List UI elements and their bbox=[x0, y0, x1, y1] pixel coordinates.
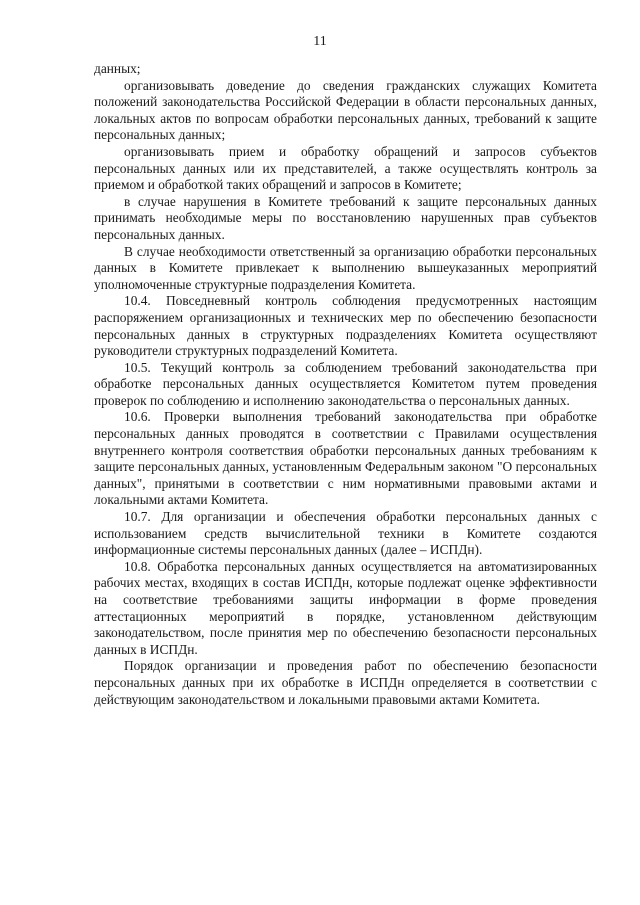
paragraph-handle-requests: организовывать прием и обработку обращений и запросов субъектов персональных данных или их представителей, а также осуществлять контроль за приемом и обработкой таких обращений и запросов в Комитете; bbox=[94, 143, 597, 193]
paragraph-10-8: 10.8. Обработка персональных данных осуществляется на автоматизированных рабочих местах, входящих в состав ИСПДн, которые подлежат оценке эффективности на соответствие требованиями защиты информации в форме проведения аттестационных мероприятий в порядке, установленном действующим законодательством, после принятия мер по обеспечению безопасности персональных данных в ИСПДн. bbox=[94, 558, 597, 657]
paragraph-violation-measures: в случае нарушения в Комитете требований к защите персональных данных принимать необходимые меры по восстановлению нарушенных прав субъектов персональных данных. bbox=[94, 193, 597, 242]
paragraph-10-6: 10.6. Проверки выполнения требований законодательства при обработке персональных данных проводятся в соответствии с Правилами осуществления внутреннего контроля соответствия обработки персональных данных требованиям к защите персональных данных, установленным Федеральным законом "О персональных данных", принятыми в соответствии с ним нормативными правовыми актами и локальными актами Комитета. bbox=[94, 409, 597, 508]
document-body bbox=[94, 61, 597, 708]
paragraph-10-4: 10.4. Повседневный контроль соблюдения предусмотренных настоящим распоряжением организационных и технических мер по обеспечению безопасности персональных данных в структурных подразделениях Комитета осуществляют руководители структурных подразделений Комитета. bbox=[94, 293, 597, 359]
page-number: 11 bbox=[313, 34, 327, 49]
paragraph-10-5: 10.5. Текущий контроль за соблюдением требований законодательства при обработке персональных данных осуществляется Комитетом путем проведения проверок по соблюдению и исполнению законодательства о персональных данных. bbox=[94, 359, 597, 408]
paragraph-inform-staff: организовывать доведение до сведения гражданских служащих Комитета положений законодательства Российской Федерации в области персональных данных, локальных актов по вопросам обработки персональных данных, требований к защите персональных данных; bbox=[94, 77, 597, 143]
paragraph-work-procedure: Порядок организации и проведения работ по обеспечению безопасности персональных данных при их обработке в ИСПДн определяется в соответствии с действующим законодательством и локальными правовыми актами Комитета. bbox=[94, 658, 597, 707]
paragraph-10-7: 10.7. Для организации и обеспечения обработки персональных данных с использованием средств вычислительной техники в Комитете создаются информационные системы персональных данных (далее – ИСПДн). bbox=[94, 509, 597, 558]
paragraph-involve-departments: В случае необходимости ответственный за организацию обработки персональных данных в Комитете привлекает к выполнению вышеуказанных мероприятий уполномоченные структурные подразделения Комитета. bbox=[94, 243, 597, 292]
paragraph-continuation: данных; bbox=[94, 61, 141, 76]
